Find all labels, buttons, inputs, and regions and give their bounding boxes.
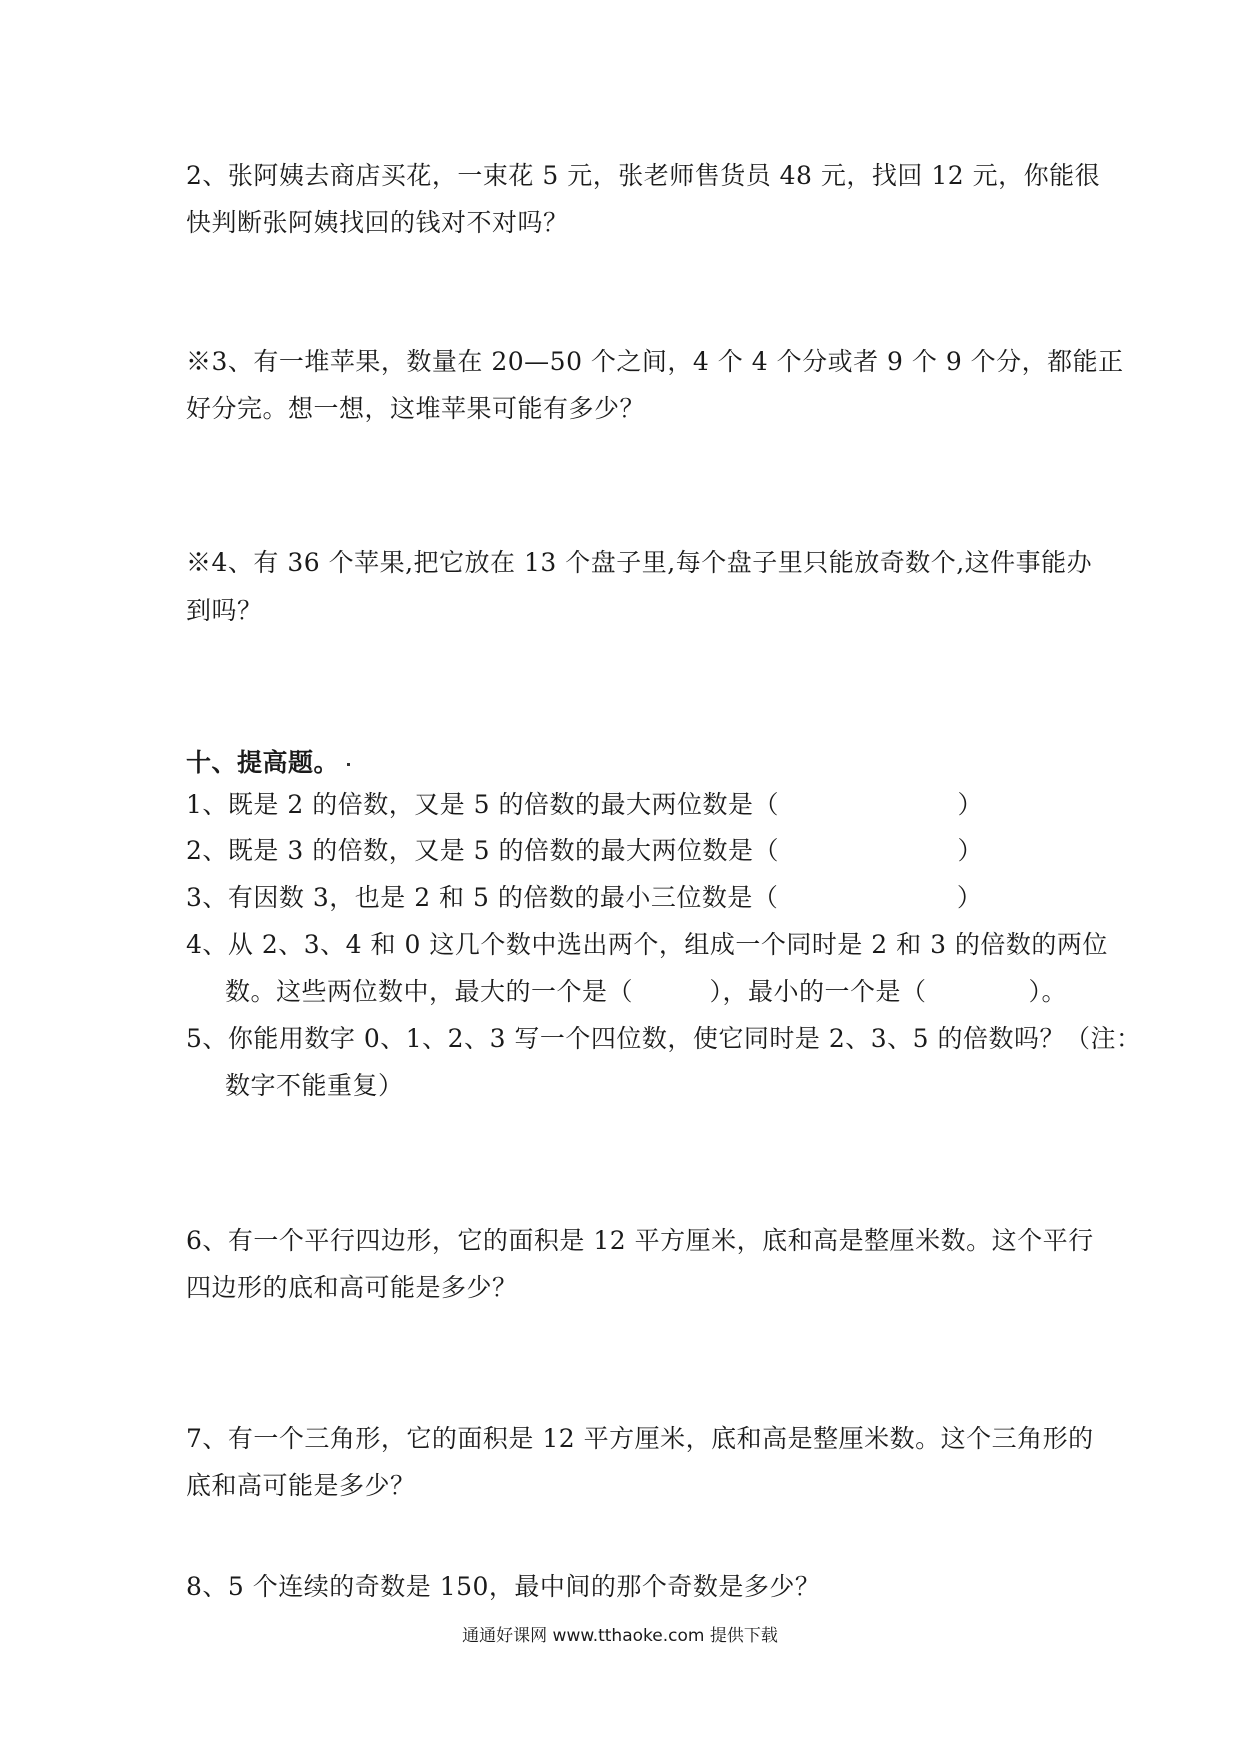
question-6-line-1: 6、有一个平行四边形，它的面积是 12 平方厘米，底和高是整厘米数。这个平行 bbox=[186, 1226, 1094, 1255]
question-3-line-2: 好分完。想一想，这堆苹果可能有多少？ bbox=[186, 394, 646, 423]
question-7-line-1: 7、有一个三角形，它的面积是 12 平方厘米，底和高是整厘米数。这个三角形的 bbox=[186, 1424, 1094, 1453]
question-8-line-1: 8、5 个连续的奇数是 150，最中间的那个奇数是多少？ bbox=[186, 1572, 821, 1601]
section-10-item-5-line-1: 5、你能用数字 0、1、2、3 写一个四位数，使它同时是 2、3、5 的倍数吗？（注： bbox=[186, 1024, 1142, 1053]
section-10-item-1: 1、既是 2 的倍数，又是 5 的倍数的最大两位数是（ ） bbox=[186, 790, 984, 819]
question-7-line-2: 底和高可能是多少？ bbox=[186, 1471, 416, 1500]
footer-source-text: 通通好课网 www.tthaoke.com 提供下载 bbox=[462, 1626, 778, 1646]
section-10-item-3: 3、有因数 3，也是 2 和 5 的倍数的最小三位数是（ ） bbox=[186, 883, 983, 912]
section-10-title-text: 十、提高题。 bbox=[186, 748, 340, 777]
question-2-line-1: 2、张阿姨去商店买花，一束花 5 元，张老师售货员 48 元，找回 12 元，你能很 bbox=[186, 161, 1101, 190]
section-10-item-5-line-2: 数字不能重复） bbox=[225, 1071, 404, 1100]
section-10-item-2: 2、既是 3 的倍数，又是 5 的倍数的最大两位数是（ ） bbox=[186, 836, 984, 865]
question-4-line-1: ※4、有 36 个苹果,把它放在 13 个盘子里,每个盘子里只能放奇数个,这件事能办 bbox=[186, 548, 1093, 577]
dot-mark bbox=[347, 763, 350, 766]
question-3-line-1: ※3、有一堆苹果，数量在 20—50 个之间，4 个 4 个分或者 9 个 9 个分，都能正 bbox=[186, 347, 1124, 376]
question-4-line-2: 到吗？ bbox=[186, 596, 263, 625]
section-10-title bbox=[186, 748, 350, 778]
question-2-line-2: 快判断张阿姨找回的钱对不对吗？ bbox=[186, 208, 569, 237]
section-10-item-4-line-1: 4、从 2、3、4 和 0 这几个数中选出两个，组成一个同时是 2 和 3 的倍数的两位 bbox=[186, 930, 1108, 959]
section-10-item-4-line-2: 数。这些两位数中，最大的一个是（ ），最小的一个是（ ）。 bbox=[225, 977, 1068, 1006]
question-6-line-2: 四边形的底和高可能是多少？ bbox=[186, 1273, 518, 1302]
